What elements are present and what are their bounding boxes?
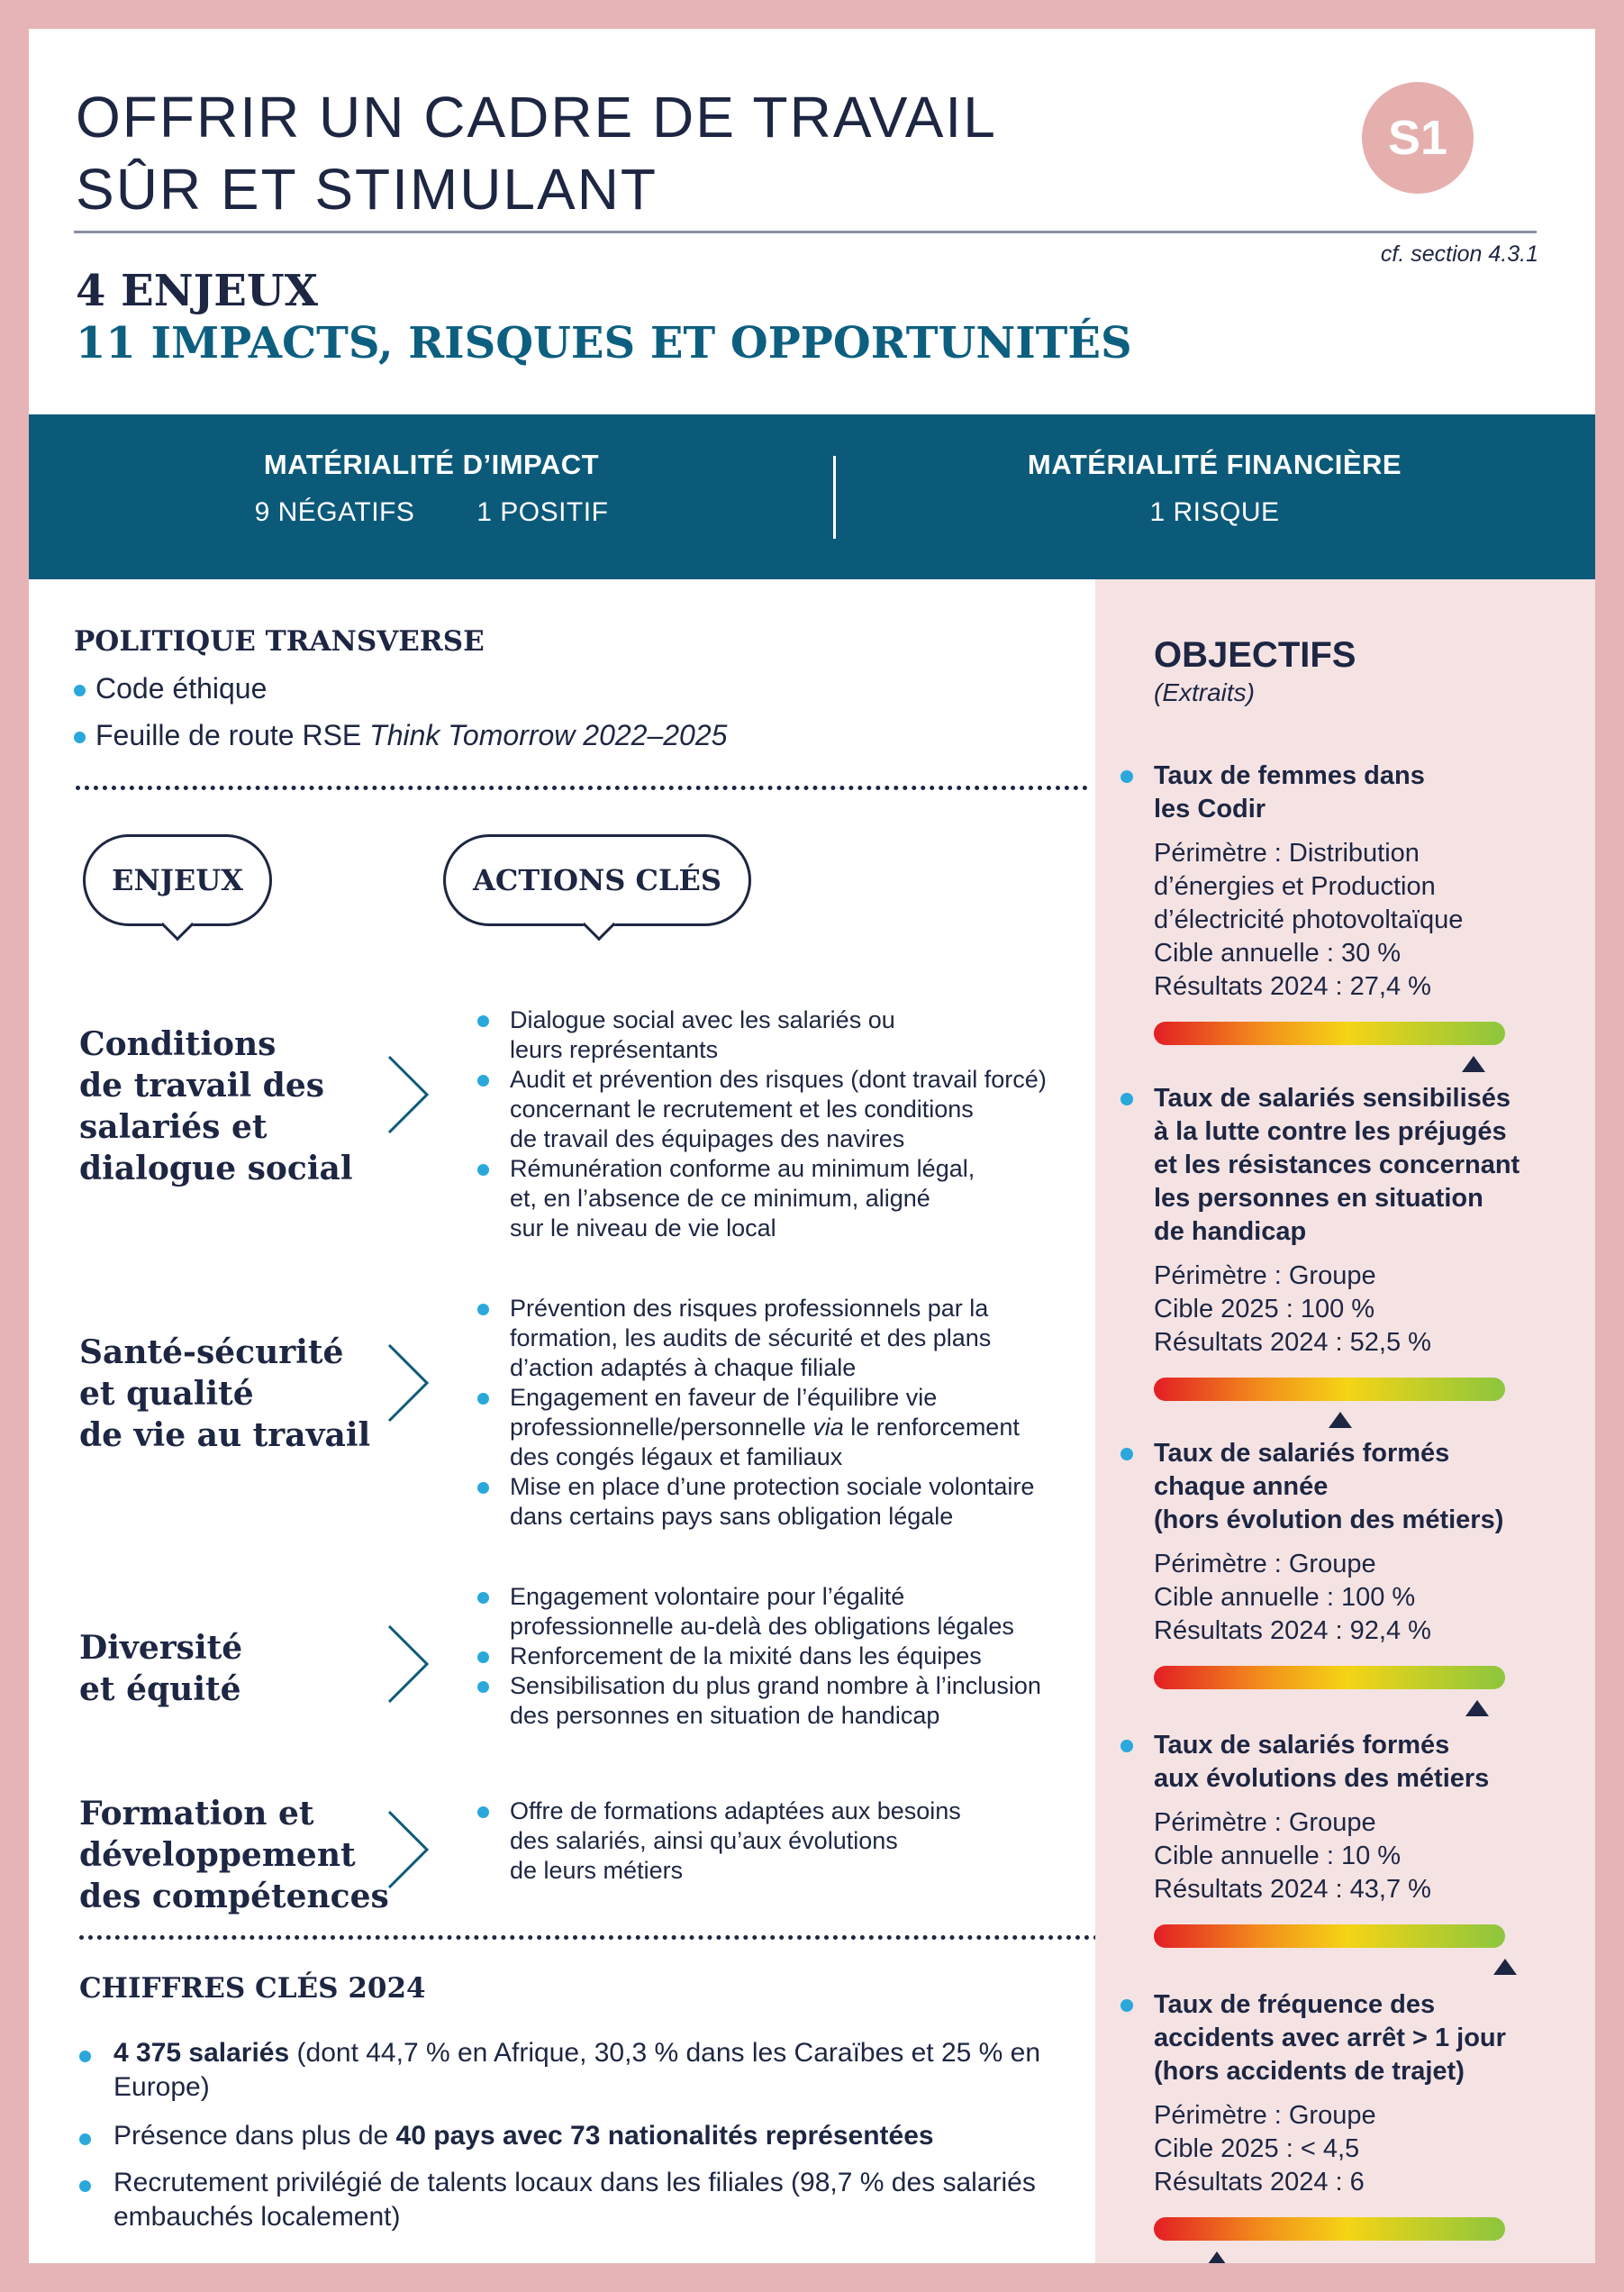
action-text: Rémunération conforme au minimum légal, et, en l’absence de ce minimum, aligné sur le niveau de vie local — [510, 1155, 975, 1242]
enjeux-count: 4 ENJEUX — [76, 266, 318, 316]
progress-gauge — [1154, 1924, 1505, 1948]
impact-negatives: 9 NÉGATIFS — [254, 497, 415, 527]
gauge-marker-icon — [1462, 1056, 1485, 1072]
objective-label: Taux de fréquence des accidents avec arrêt > 1 jour (hors accidents de trajet) — [1154, 1990, 1506, 2086]
dotted-separator — [79, 1935, 1108, 1940]
policy-item — [74, 670, 267, 706]
enjeu-actions — [477, 1582, 1108, 1731]
financial-risk: 1 RISQUE — [1149, 497, 1280, 527]
objective-item — [1120, 1082, 1580, 1401]
gauge-marker-icon — [1329, 1412, 1352, 1428]
key-figure-prefix: Présence dans plus de — [113, 2121, 396, 2151]
key-figures-title: CHIFFRES CLÉS 2024 — [79, 1972, 426, 2005]
action-item — [477, 1671, 1108, 1731]
objective-target: Cible annuelle : 100 % — [1154, 1583, 1416, 1612]
chevron-right-icon — [382, 1054, 436, 1135]
gauge-marker-icon — [1493, 1959, 1517, 1975]
policy-item-text: Code éthique — [95, 672, 268, 705]
materiality-band — [29, 414, 1595, 579]
action-text: Renforcement de la mixité dans les équipes — [510, 1642, 982, 1669]
key-figure-text: Recrutement privilégié de talents locaux dans les filiales (98,7 % des salariés embauchés localement) — [113, 2168, 1036, 2232]
action-text: Engagement en faveur de l’équilibre vie professionnelle/personnelle — [510, 1384, 938, 1441]
bullet-dot-icon — [1120, 1448, 1133, 1460]
bullet-dot-icon — [477, 1681, 489, 1693]
enjeu-actions — [477, 1294, 1108, 1532]
action-text: Mise en place d’une protection sociale volontaire dans certains pays sans obligation légale — [510, 1473, 1035, 1530]
bullet-dot-icon — [79, 2051, 91, 2062]
key-figure-item — [79, 2119, 1061, 2153]
objective-item — [1120, 1729, 1580, 1948]
action-text: Offre de formations adaptées aux besoins des salariés, ainsi qu’aux évolutions de leurs métiers — [510, 1797, 961, 1884]
policy-item-text — [95, 719, 727, 751]
objective-item — [1120, 1437, 1580, 1689]
policy-title: POLITIQUE TRANSVERSE — [74, 625, 485, 658]
objective-item — [1120, 1988, 1580, 2241]
bullet-dot-icon — [477, 1164, 489, 1176]
objective-perimeter: Périmètre : Distribution d’énergies et Production d’électricité photovoltaïque — [1154, 839, 1464, 934]
objective-label: Taux de salariés sensibilisés à la lutte contre les préjugés et les résistances concernant les personnes en situation de handicap — [1154, 1084, 1520, 1246]
objective-result: Résultats 2024 : 6 — [1154, 2168, 1365, 2196]
action-text: Dialogue social avec les salariés ou leurs représentants — [510, 1006, 895, 1063]
action-item — [477, 1154, 1108, 1243]
bullet-dot-icon — [477, 1482, 489, 1494]
title-divider — [74, 231, 1537, 233]
action-text-italic: via — [812, 1414, 844, 1441]
enjeu-label: Formation et développement des compétences — [79, 1795, 389, 1915]
objective-target: Cible 2025 : < 4,5 — [1154, 2134, 1360, 2163]
bullet-dot-icon — [477, 1015, 489, 1027]
bullet-dot-icon — [477, 1592, 489, 1604]
impact-materiality-title: MATÉRIALITÉ D’IMPACT — [263, 449, 600, 480]
objective-label: Taux de femmes dans les Codir — [1154, 761, 1425, 823]
bullet-dot-icon — [1120, 1999, 1133, 2012]
bullet-dot-icon — [74, 685, 86, 696]
dotted-separator — [76, 786, 1088, 790]
objective-perimeter: Périmètre : Groupe — [1154, 1808, 1376, 1837]
page — [29, 29, 1595, 2263]
objective-perimeter: Périmètre : Groupe — [1154, 1550, 1376, 1578]
page-title — [76, 81, 997, 225]
action-text: Engagement volontaire pour l’égalité professionnelle au-delà des obligations légales — [510, 1583, 1014, 1640]
gauge-marker-icon — [1465, 1700, 1489, 1716]
action-item — [477, 1065, 1108, 1154]
chevron-right-icon — [382, 1624, 436, 1705]
objective-perimeter: Périmètre : Groupe — [1154, 2101, 1376, 2130]
enjeu-label: Santé-sécurité et qualité de vie au travail — [79, 1333, 371, 1454]
financial-materiality — [834, 414, 1595, 579]
key-figure-rest: (dont 44,7 % en Afrique, 30,3 % dans les Caraïbes et 25 % en Europe) — [113, 2038, 1041, 2102]
bullet-dot-icon — [477, 1304, 489, 1315]
objectives-title: OBJECTIFS — [1154, 635, 1356, 675]
bullet-dot-icon — [1120, 1093, 1133, 1105]
objective-result: Résultats 2024 : 92,4 % — [1154, 1616, 1431, 1645]
key-figure-bold: 40 pays avec 73 nationalités représentées — [395, 2121, 934, 2151]
financial-materiality-values — [834, 497, 1595, 528]
key-figure-text — [113, 2036, 1061, 2105]
bullet-dot-icon — [1120, 770, 1133, 783]
objective-perimeter: Périmètre : Groupe — [1154, 1261, 1376, 1290]
bullet-dot-icon — [74, 732, 86, 743]
enjeu-label: Conditions de travail des salariés et dialogue social — [79, 1025, 353, 1187]
key-figure-item — [79, 2166, 1061, 2234]
key-figure-item — [79, 2036, 1061, 2105]
objectives-panel — [1095, 579, 1595, 2263]
progress-gauge — [1154, 1666, 1505, 1689]
actions-bubble: ACTIONS CLÉS — [443, 834, 751, 926]
objective-target: Cible annuelle : 30 % — [1154, 939, 1402, 968]
progress-gauge — [1154, 2217, 1505, 2241]
objective-label: Taux de salariés formés aux évolutions des métiers — [1154, 1731, 1490, 1793]
action-text: Prévention des risques professionnels par la formation, les audits de sécurité et des plans d’action adaptés à chaque filiale — [510, 1295, 992, 1381]
objective-target: Cible 2025 : 100 % — [1154, 1295, 1375, 1323]
policy-item — [74, 717, 727, 753]
title-line-2: SÛR ET STIMULANT — [76, 157, 658, 222]
objective-target: Cible annuelle : 10 % — [1154, 1842, 1402, 1870]
bullet-dot-icon — [477, 1651, 489, 1663]
progress-gauge — [1154, 1022, 1505, 1045]
bullet-dot-icon — [1120, 1740, 1133, 1752]
action-item — [477, 1294, 1108, 1383]
objective-item — [1120, 759, 1580, 1045]
financial-materiality-title: MATÉRIALITÉ FINANCIÈRE — [1027, 449, 1402, 480]
impact-positive: 1 POSITIF — [476, 497, 609, 527]
enjeu-actions — [477, 1005, 1108, 1243]
section-reference: cf. section 4.3.1 — [1380, 241, 1538, 267]
chevron-right-icon — [382, 1809, 436, 1890]
gauge-marker-icon — [1205, 2251, 1229, 2263]
policy-roadmap-prefix: Feuille de route RSE — [95, 719, 370, 751]
action-item — [477, 1383, 1108, 1472]
key-figure-text — [113, 2119, 1061, 2153]
action-item — [477, 1472, 1108, 1532]
action-text: le renforcement des congés légaux et familiaux — [510, 1414, 1020, 1470]
bullet-dot-icon — [79, 2180, 91, 2192]
policy-roadmap-name: Think Tomorrow 2022–2025 — [369, 719, 728, 751]
chevron-right-icon — [382, 1342, 436, 1423]
action-item — [477, 1796, 1108, 1886]
action-text: Audit et prévention des risques (dont travail forcé) concernant le recrutement et les conditions de travail des équipages des navires — [510, 1066, 1047, 1152]
action-item — [477, 1582, 1108, 1642]
progress-gauge — [1154, 1378, 1505, 1401]
title-line-1: OFFRIR UN CADRE DE TRAVAIL — [76, 85, 997, 150]
action-item — [477, 1005, 1108, 1065]
section-badge: S1 — [1362, 82, 1474, 194]
objectives-subtitle: (Extraits) — [1154, 678, 1255, 706]
enjeu-actions — [477, 1796, 1108, 1886]
key-figure-bold: 4 375 salariés — [113, 2038, 290, 2068]
objective-result: Résultats 2024 : 27,4 % — [1154, 972, 1431, 1001]
objective-result: Résultats 2024 : 52,5 % — [1154, 1328, 1431, 1357]
bullet-dot-icon — [477, 1393, 489, 1405]
iro-count: 11 IMPACTS, RISQUES ET OPPORTUNITÉS — [76, 318, 1132, 368]
objective-label: Taux de salariés formés chaque année (hors évolution des métiers) — [1154, 1439, 1504, 1534]
objective-result: Résultats 2024 : 43,7 % — [1154, 1875, 1431, 1904]
impact-materiality-values — [29, 497, 834, 528]
bullet-dot-icon — [79, 2133, 91, 2145]
action-item — [477, 1642, 1108, 1671]
action-text: Sensibilisation du plus grand nombre à l’inclusion des personnes en situation de handicap — [510, 1672, 1041, 1729]
bullet-dot-icon — [477, 1075, 489, 1087]
impact-materiality — [29, 414, 834, 579]
enjeux-bubble: ENJEUX — [83, 834, 272, 926]
bullet-dot-icon — [477, 1806, 489, 1818]
enjeu-label: Diversité et équité — [79, 1629, 243, 1708]
